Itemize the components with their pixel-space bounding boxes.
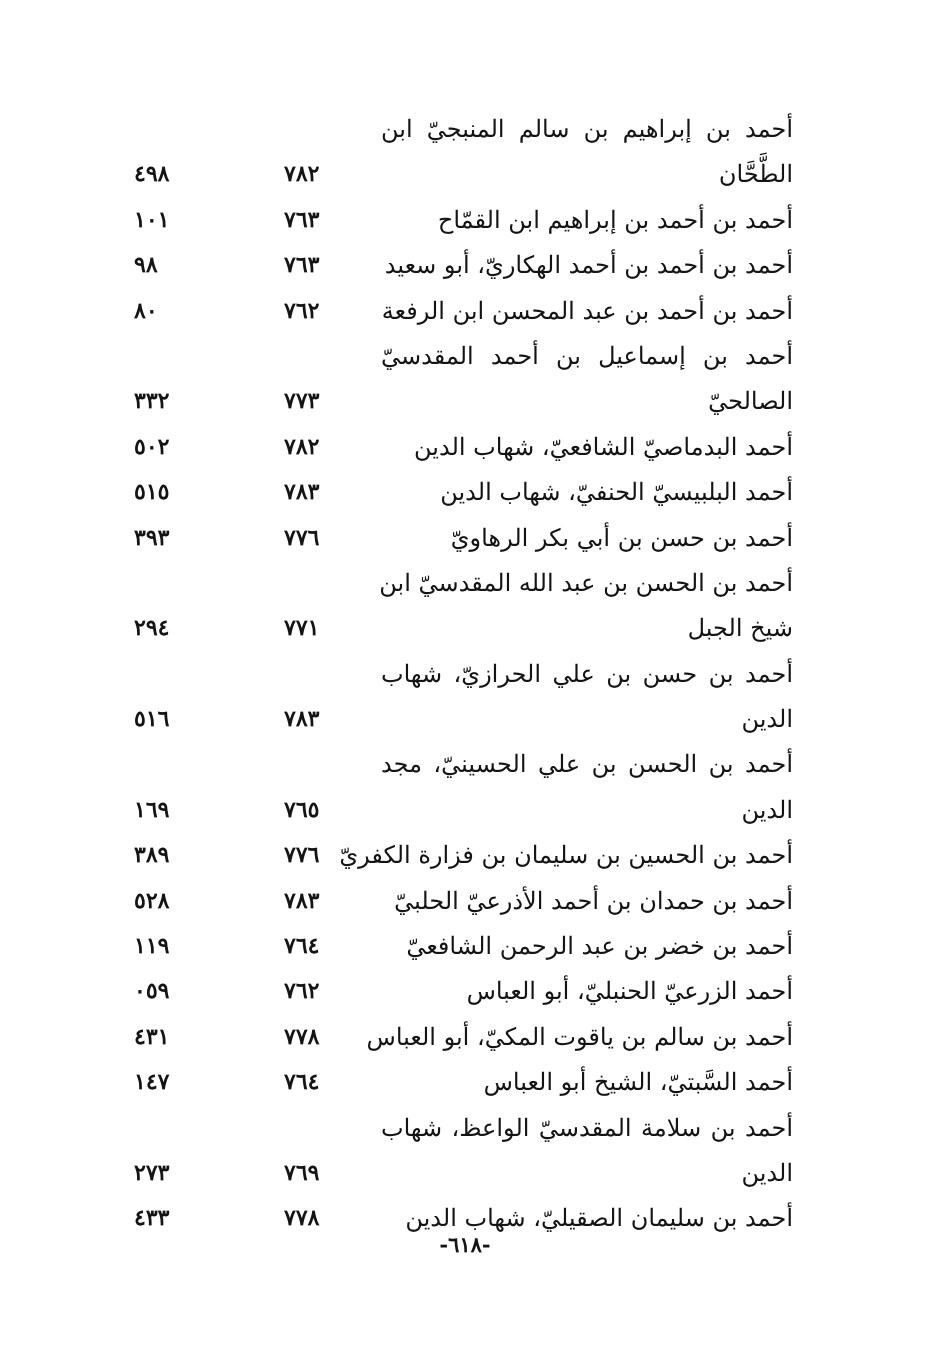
entry-death-year: ٧٦٥: [284, 796, 320, 823]
entry-name: أحمد بن إبراهيم بن سالم المنبجيّ ابن: [381, 115, 793, 143]
entry-death-year: ٧٧١: [284, 615, 320, 642]
entry-name: أحمد بن سلامة المقدسيّ الواعظ، شهاب: [381, 1113, 793, 1142]
entry-death-year: ٧٦٣: [284, 206, 320, 233]
entry-page-ref: ١٤٧: [134, 1069, 170, 1096]
entry-page-ref: ٥٠٢: [134, 433, 170, 460]
entry-name: أحمد بن حسن بن علي الحرازيّ، شهاب: [381, 659, 793, 688]
entry-name: الدين: [741, 795, 793, 824]
index-line: [0, 698, 943, 743]
entry-name: أحمد الزرعيّ الحنبليّ، أبو العباس: [466, 977, 793, 1006]
index-line: [0, 1152, 943, 1197]
index-line: [0, 880, 943, 925]
index-line: [0, 1061, 943, 1106]
entry-name: أحمد بن خضر بن عبد الرحمن الشافعيّ: [406, 932, 793, 961]
entry-death-year: ٧٦٢: [284, 978, 320, 1005]
entry-name: أحمد بن سليمان الصقيليّ، شهاب الدين: [405, 1204, 793, 1233]
entry-page-ref: ٤٩٨: [134, 161, 170, 188]
entry-death-year: ٧٧٦: [284, 842, 320, 869]
index-line: [0, 789, 943, 834]
entry-name: أحمد البدماصيّ الشافعيّ، شهاب الدين: [414, 432, 793, 461]
entry-page-ref: ١٦٩: [134, 796, 170, 823]
entry-name: أحمد بن الحسن بن علي الحسينيّ، مجد: [381, 750, 793, 779]
index-line: [0, 199, 943, 244]
index-line: [0, 1016, 943, 1061]
entry-name: أحمد بن أحمد بن إبراهيم ابن القمّاح: [437, 205, 793, 234]
entry-death-year: ٧٧٨: [284, 1205, 320, 1232]
entry-name: الطَّحَّان: [718, 160, 793, 189]
index-line: [0, 653, 943, 698]
index-line: [0, 834, 943, 879]
entry-death-year: ٧٧٨: [284, 1023, 320, 1050]
entry-page-ref: ٤٣١: [134, 1023, 170, 1050]
entry-page-ref: ٥٢٨: [134, 887, 170, 914]
entry-death-year: ٧٧٦: [284, 524, 320, 551]
entry-name: شيخ الجبل: [687, 614, 793, 643]
entry-name: أحمد البلبيسيّ الحنفيّ، شهاب الدين: [440, 478, 793, 507]
index-line: [0, 562, 943, 607]
entry-name: أحمد بن الحسن بن عبد الله المقدسيّ ابن: [379, 568, 793, 597]
index-line: [0, 743, 943, 788]
entry-death-year: ٧٦٤: [284, 933, 320, 960]
entry-death-year: ٧٦٢: [284, 297, 320, 324]
entry-death-year: ٧٨٢: [284, 161, 320, 188]
entry-page-ref: ٢٩٤: [134, 615, 170, 642]
entry-page-ref: ٥١٥: [134, 479, 170, 506]
entry-name: أحمد السَّبتيّ، الشيخ أبو العباس: [483, 1068, 793, 1097]
entry-page-ref: ٨٠: [134, 297, 158, 324]
entry-name: أحمد بن إسماعيل بن أحمد المقدسيّ: [381, 341, 793, 370]
entry-death-year: ٧٦٩: [284, 1159, 320, 1186]
entry-name: أحمد بن الحسين بن سليمان بن فزارة الكفريّ: [339, 841, 793, 870]
entry-page-ref: ٣٣٢: [134, 388, 170, 415]
entry-page-ref: ٤٣٣: [134, 1205, 170, 1232]
entry-name: أحمد بن سالم بن ياقوت المكيّ، أبو العباس: [366, 1022, 793, 1051]
entry-page-ref: ٩٨: [134, 252, 158, 279]
index-line: [0, 290, 943, 335]
entry-death-year: ٧٧٣: [284, 388, 320, 415]
index-line: [0, 153, 943, 198]
index-line: [0, 607, 943, 652]
index-line: [0, 970, 943, 1015]
index-line: [0, 108, 943, 153]
index-line: [0, 426, 943, 471]
entry-death-year: ٧٨٣: [284, 887, 320, 914]
entry-name: أحمد بن حسن بن أبي بكر الرهاويّ: [450, 523, 793, 552]
index-line: [0, 1107, 943, 1152]
entry-page-ref: ٣٩٣: [134, 524, 170, 551]
entry-name: الدين: [741, 1158, 793, 1187]
index-line: [0, 925, 943, 970]
index-list: [0, 108, 943, 1243]
entry-name: الصالحيّ: [708, 387, 793, 416]
index-line: [0, 471, 943, 516]
page-number: -٦١٨-: [439, 1232, 491, 1257]
index-line: [0, 244, 943, 289]
entry-page-ref: ٠٥٩: [134, 978, 170, 1005]
entry-page-ref: ١٠١: [134, 206, 170, 233]
entry-page-ref: ٥١٦: [134, 706, 170, 733]
entry-name: أحمد بن أحمد بن عبد المحسن ابن الرفعة: [381, 296, 793, 325]
entry-page-ref: ١١٩: [134, 933, 170, 960]
entry-page-ref: ٢٧٣: [134, 1159, 170, 1186]
index-line: [0, 380, 943, 425]
entry-page-ref: ٣٨٩: [134, 842, 170, 869]
entry-name: الدين: [741, 705, 793, 734]
entry-name: أحمد بن حمدان بن أحمد الأذرعيّ الحلبيّ: [394, 886, 793, 915]
entry-death-year: ٧٨٣: [284, 479, 320, 506]
entry-death-year: ٧٦٣: [284, 252, 320, 279]
entry-death-year: ٧٦٤: [284, 1069, 320, 1096]
entry-death-year: ٧٨٢: [284, 433, 320, 460]
index-line: [0, 335, 943, 380]
entry-name: أحمد بن أحمد بن أحمد الهكاريّ، أبو سعيد: [384, 251, 793, 280]
index-line: [0, 517, 943, 562]
entry-death-year: ٧٨٣: [284, 706, 320, 733]
